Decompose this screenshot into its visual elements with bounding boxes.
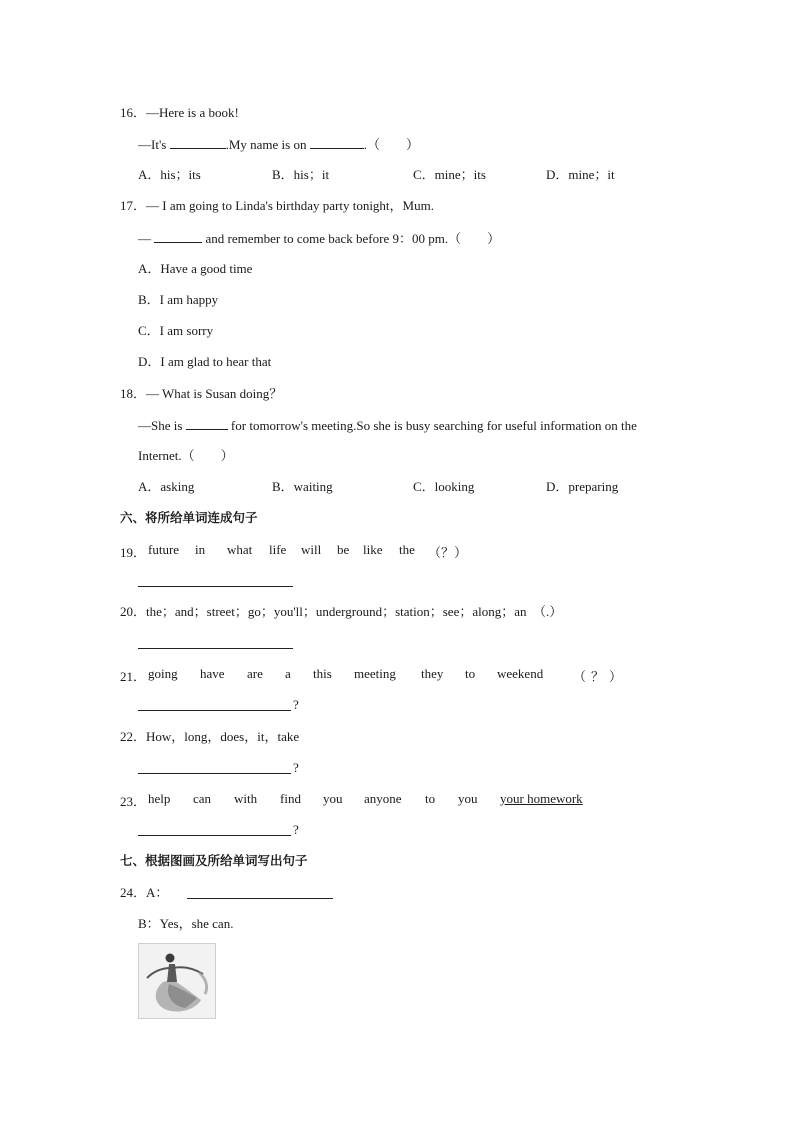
word: ？ (591, 669, 605, 684)
word: be (337, 542, 350, 557)
q16-option-b[interactable]: B．his；it (272, 167, 330, 182)
q16-option-a[interactable]: A．his；its (138, 167, 201, 182)
answer-blank[interactable] (186, 417, 228, 430)
word: find (280, 791, 301, 806)
q16-option-d[interactable]: D．mine；it (546, 167, 615, 182)
q21-prompt (0, 666, 794, 682)
q19-prompt (0, 542, 794, 558)
question-text: — What is Susan doing？ (146, 386, 283, 401)
dancer-icon (139, 944, 215, 1018)
q18-option-a[interactable]: A．asking (138, 479, 195, 494)
answer-line[interactable] (138, 773, 291, 774)
word: life (269, 542, 287, 557)
q17-option-d[interactable]: D．I am glad to hear that (138, 354, 272, 369)
word: anyone (364, 791, 402, 806)
word: have (200, 666, 225, 681)
word: you (323, 791, 343, 806)
question-number: 16． (120, 105, 147, 120)
word: will (301, 542, 322, 557)
underlined-phrase: your homework (500, 791, 583, 806)
answer-line[interactable] (138, 648, 293, 649)
q18-option-b[interactable]: B．waiting (272, 479, 333, 494)
section-heading: 六、将所给单词连成句子 (120, 510, 258, 525)
q18-option-c[interactable]: C．looking (413, 479, 475, 494)
answer-line[interactable] (187, 898, 333, 899)
q17-response: — and remember to come back before 9：00 pm.（ ） (138, 231, 501, 246)
q16-option-c[interactable]: C．mine；its (413, 167, 486, 182)
question-number: 24． (120, 885, 147, 900)
question-mark: ? (293, 697, 299, 712)
q22-prompt (120, 729, 299, 745)
answer-blank[interactable] (170, 136, 226, 149)
question-number: 19． (120, 545, 147, 560)
section-heading: 七、根据图画及所给单词写出句子 (120, 853, 308, 868)
q23-prompt (0, 791, 794, 807)
answer-blank[interactable] (154, 230, 202, 243)
word: like (363, 542, 383, 557)
question-mark: ? (293, 760, 299, 775)
q17-option-a[interactable]: A．Have a good time (138, 261, 253, 276)
question-number: 17． (120, 198, 147, 213)
dancer-image (138, 943, 216, 1019)
word: going (148, 666, 178, 681)
question-text: the；and；street；go；you'll；underground；station；see；along；an （.） (146, 604, 563, 619)
word: to (425, 791, 436, 806)
word: in (195, 542, 206, 557)
q17-option-c[interactable]: C．I am sorry (138, 323, 214, 338)
q18-response: —She is for tomorrow's meeting.So she is busy searching for useful information on the (138, 418, 637, 433)
q17-option-b[interactable]: B．I am happy (138, 292, 219, 307)
question-number: 18． (120, 386, 147, 401)
speaker-label: A： (146, 885, 169, 900)
word: help (148, 791, 171, 806)
q24-prompt (120, 885, 168, 901)
question-text: — I am going to Linda's birthday party tonight，Mum. (146, 198, 434, 213)
word: are (247, 666, 263, 681)
q16-prompt (120, 105, 239, 121)
word: they (421, 666, 444, 681)
question-number: 20． (120, 604, 147, 619)
answer-line[interactable] (138, 835, 291, 836)
word: a (285, 666, 291, 681)
q20-prompt (120, 604, 562, 620)
question-mark: ? (293, 822, 299, 837)
word: future (148, 542, 180, 557)
q17-prompt (120, 198, 434, 214)
answer-blank[interactable] (310, 136, 364, 149)
word: with (234, 791, 258, 806)
q16-response: —It's .My name is on .（ ） (138, 137, 419, 152)
question-text: —Here is a book! (146, 105, 239, 120)
word: the (399, 542, 415, 557)
word: can (193, 791, 212, 806)
word: this (313, 666, 332, 681)
word: to (465, 666, 476, 681)
word: meeting (354, 666, 396, 681)
answer-line[interactable] (138, 710, 291, 711)
word: weekend (497, 666, 544, 681)
word: ） (609, 669, 623, 684)
q18-prompt (120, 386, 282, 402)
question-text: How，long，does，it，take (146, 729, 300, 744)
word: （？） (428, 545, 468, 560)
answer-line[interactable] (138, 586, 293, 587)
question-number: 22． (120, 729, 147, 744)
q18-option-d[interactable]: D．preparing (546, 479, 619, 494)
word: （ (573, 669, 587, 684)
word: what (227, 542, 253, 557)
q24-response: B：Yes，she can. (138, 916, 234, 931)
question-number: 23． (120, 794, 147, 809)
q18-response-cont: Internet.（ ） (138, 448, 234, 463)
question-number: 21． (120, 669, 147, 684)
word: you (458, 791, 478, 806)
